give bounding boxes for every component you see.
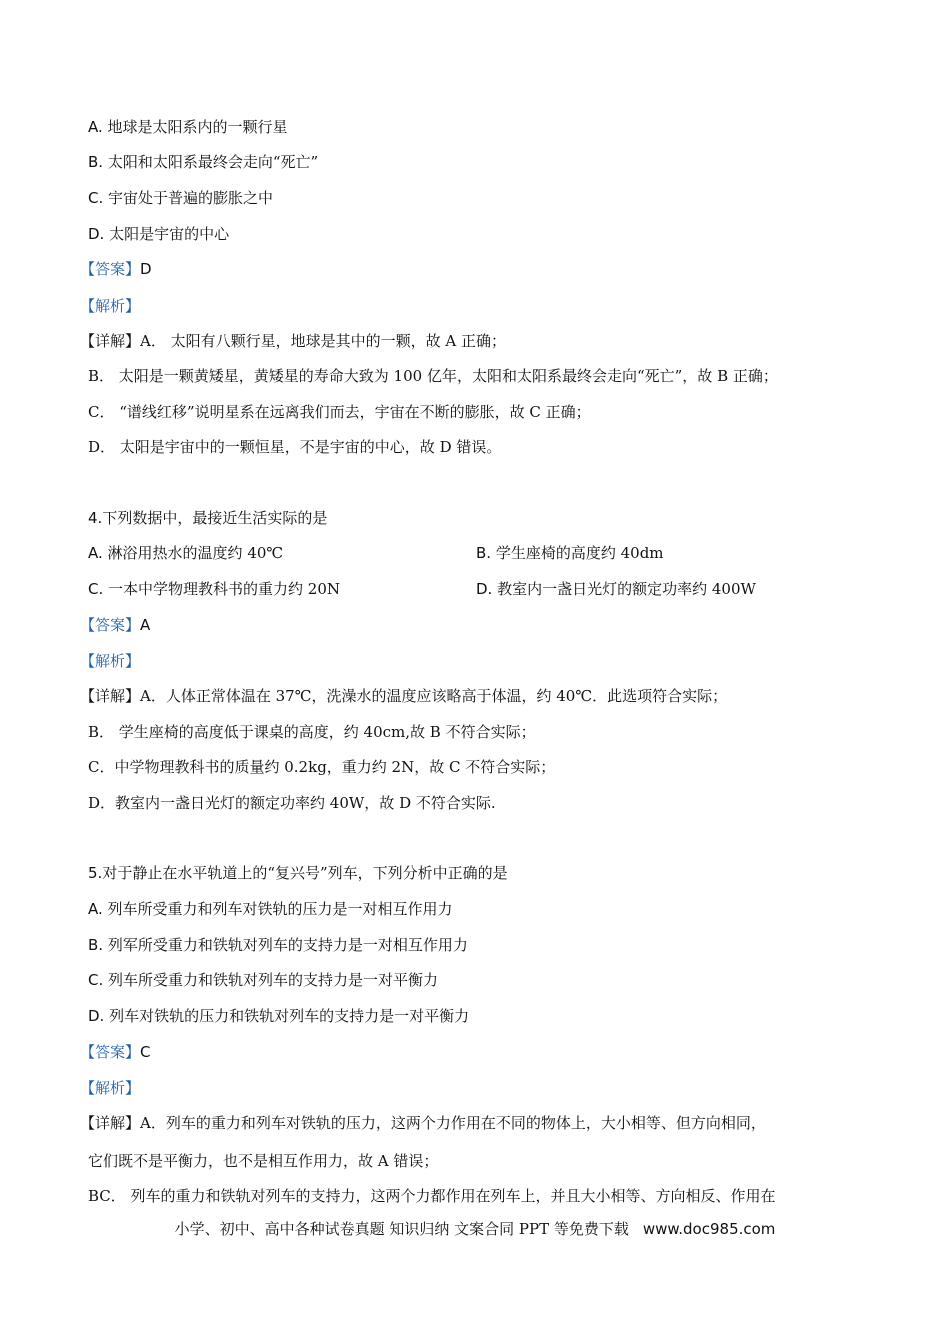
q5-option-d-letter: D. <box>88 1007 105 1025</box>
q4-detail-4: D．教室内一盏日光灯的额定功率约 40W，故 D 不符合实际. <box>88 794 496 812</box>
q5-stem-text: 对于静止在水平轨道上的“复兴号”列车，下列分析中正确的是 <box>102 864 508 882</box>
q4-option-d-letter: D. <box>476 580 493 598</box>
q3-detail-3: C． “谱线红移”说明星系在远离我们而去，宇宙在不断的膨胀，故 C 正确； <box>88 403 591 421</box>
q5-option-c-text: 列车所受重力和铁轨对列车的支持力是一对平衡力 <box>108 971 439 989</box>
q3-detail-2: B． 太阳是一颗黄矮星，黄矮星的寿命大致为 100 亿年，太阳和太阳系最终会走向“死亡”，故 B 正确； <box>88 367 778 385</box>
q4-analysis-tag: 【解析】 <box>80 652 141 670</box>
q5-detail-1 <box>80 1113 766 1133</box>
q4-option-c-letter: C. <box>88 580 104 598</box>
q4-option-c-text: 一本中学物理教科书的重力约 20N <box>108 580 341 598</box>
q5-option-b <box>88 935 468 955</box>
q5-option-d-text: 列车对铁轨的压力和铁轨对列车的支持力是一对平衡力 <box>109 1007 470 1025</box>
q5-analysis-tag: 【解析】 <box>80 1079 141 1097</box>
q4-detail-1-text: A．人体正常体温在 37℃，洗澡水的温度应该略高于体温，约 40℃．此选项符合实际； <box>140 687 728 705</box>
q3-option-a <box>88 117 288 137</box>
q5-number: 5. <box>88 864 103 882</box>
q4-option-d <box>476 579 756 599</box>
q4-option-b-letter: B. <box>476 544 492 562</box>
q3-option-c <box>88 188 273 208</box>
q5-stem <box>88 863 508 883</box>
q5-answer-tag: 【答案】 <box>80 1043 141 1061</box>
q4-stem <box>88 508 327 528</box>
q3-answer-value: D <box>140 260 152 278</box>
q3-option-b-text: 太阳和太阳系最终会走向“死亡” <box>107 153 319 171</box>
q4-answer <box>80 615 150 635</box>
q5-detail-tag: 【详解】 <box>80 1114 141 1132</box>
q3-option-c-text: 宇宙处于普遍的膨胀之中 <box>108 189 274 207</box>
q3-option-c-letter: C. <box>88 189 104 207</box>
q5-detail-1-text: A．列车的重力和列车对铁轨的压力，这两个力作用在不同的物体上，大小相等、但方向相同， <box>140 1114 766 1132</box>
q4-number: 4. <box>88 509 103 527</box>
q5-option-c-letter: C. <box>88 971 104 989</box>
q4-answer-tag: 【答案】 <box>80 616 141 634</box>
q5-option-d <box>88 1006 469 1026</box>
q4-answer-value: A <box>140 616 151 634</box>
q5-option-a <box>88 899 453 919</box>
q3-option-d <box>88 224 229 244</box>
q5-answer <box>80 1042 151 1062</box>
q4-detail-2: B． 学生座椅的高度低于课桌的高度，约 40cm,故 B 不符合实际； <box>88 723 536 741</box>
q5-detail-2: 它们既不是平衡力，也不是相互作用力，故 A 错误； <box>88 1152 439 1170</box>
q3-option-d-text: 太阳是宇宙的中心 <box>109 225 230 243</box>
q3-analysis-tag: 【解析】 <box>80 297 141 315</box>
footer-text: 小学、初中、高中各种试卷真题 知识归纳 文案合同 PPT 等免费下载 <box>174 1220 629 1238</box>
q4-stem-text: 下列数据中，最接近生活实际的是 <box>102 509 328 527</box>
q3-option-a-letter: A. <box>88 118 103 136</box>
q3-answer <box>80 259 152 279</box>
q3-option-a-text: 地球是太阳系内的一颗行星 <box>107 118 288 136</box>
q4-option-a-letter: A. <box>88 544 103 562</box>
q3-detail-1 <box>80 331 506 351</box>
q3-detail-1-text: A． 太阳有八颗行星，地球是其中的一颗，故 A 正确； <box>140 332 506 350</box>
q3-option-b-letter: B. <box>88 153 104 171</box>
q3-option-b <box>88 152 318 172</box>
q4-detail-tag: 【详解】 <box>80 687 141 705</box>
q4-option-b <box>476 543 664 563</box>
q5-answer-value: C <box>140 1043 151 1061</box>
q5-detail-3: BC． 列车的重力和铁轨对列车的支持力，这两个力都作用在列车上，并且大小相等、方向相反、作用在 <box>88 1187 776 1205</box>
q4-option-a-text: 淋浴用热水的温度约 40℃ <box>107 544 284 562</box>
q5-option-a-text: 列车所受重力和列车对铁轨的压力是一对相互作用力 <box>107 900 453 918</box>
q4-option-c <box>88 579 340 599</box>
q3-detail-4: D． 太阳是宇宙中的一颗恒星，不是宇宙的中心，故 D 错误。 <box>88 438 502 456</box>
q4-option-a <box>88 543 283 563</box>
q4-detail-1 <box>80 686 727 706</box>
q5-option-a-letter: A. <box>88 900 103 918</box>
footer-url-link[interactable]: www.doc985.com <box>642 1220 776 1238</box>
q4-option-d-text: 教室内一盏日光灯的额定功率约 400W <box>497 580 756 598</box>
q4-detail-3: C．中学物理教科书的质量约 0.2kg，重力约 2N，故 C 不符合实际； <box>88 758 556 776</box>
page-footer <box>0 1219 950 1239</box>
q5-option-b-letter: B. <box>88 936 104 954</box>
q3-answer-tag: 【答案】 <box>80 260 141 278</box>
q3-detail-tag: 【详解】 <box>80 332 141 350</box>
q5-option-c <box>88 970 438 990</box>
q4-option-b-text: 学生座椅的高度约 40dm <box>495 544 664 562</box>
q3-option-d-letter: D. <box>88 225 105 243</box>
q5-option-b-text: 列军所受重力和铁轨对列车的支持力是一对相互作用力 <box>107 936 468 954</box>
